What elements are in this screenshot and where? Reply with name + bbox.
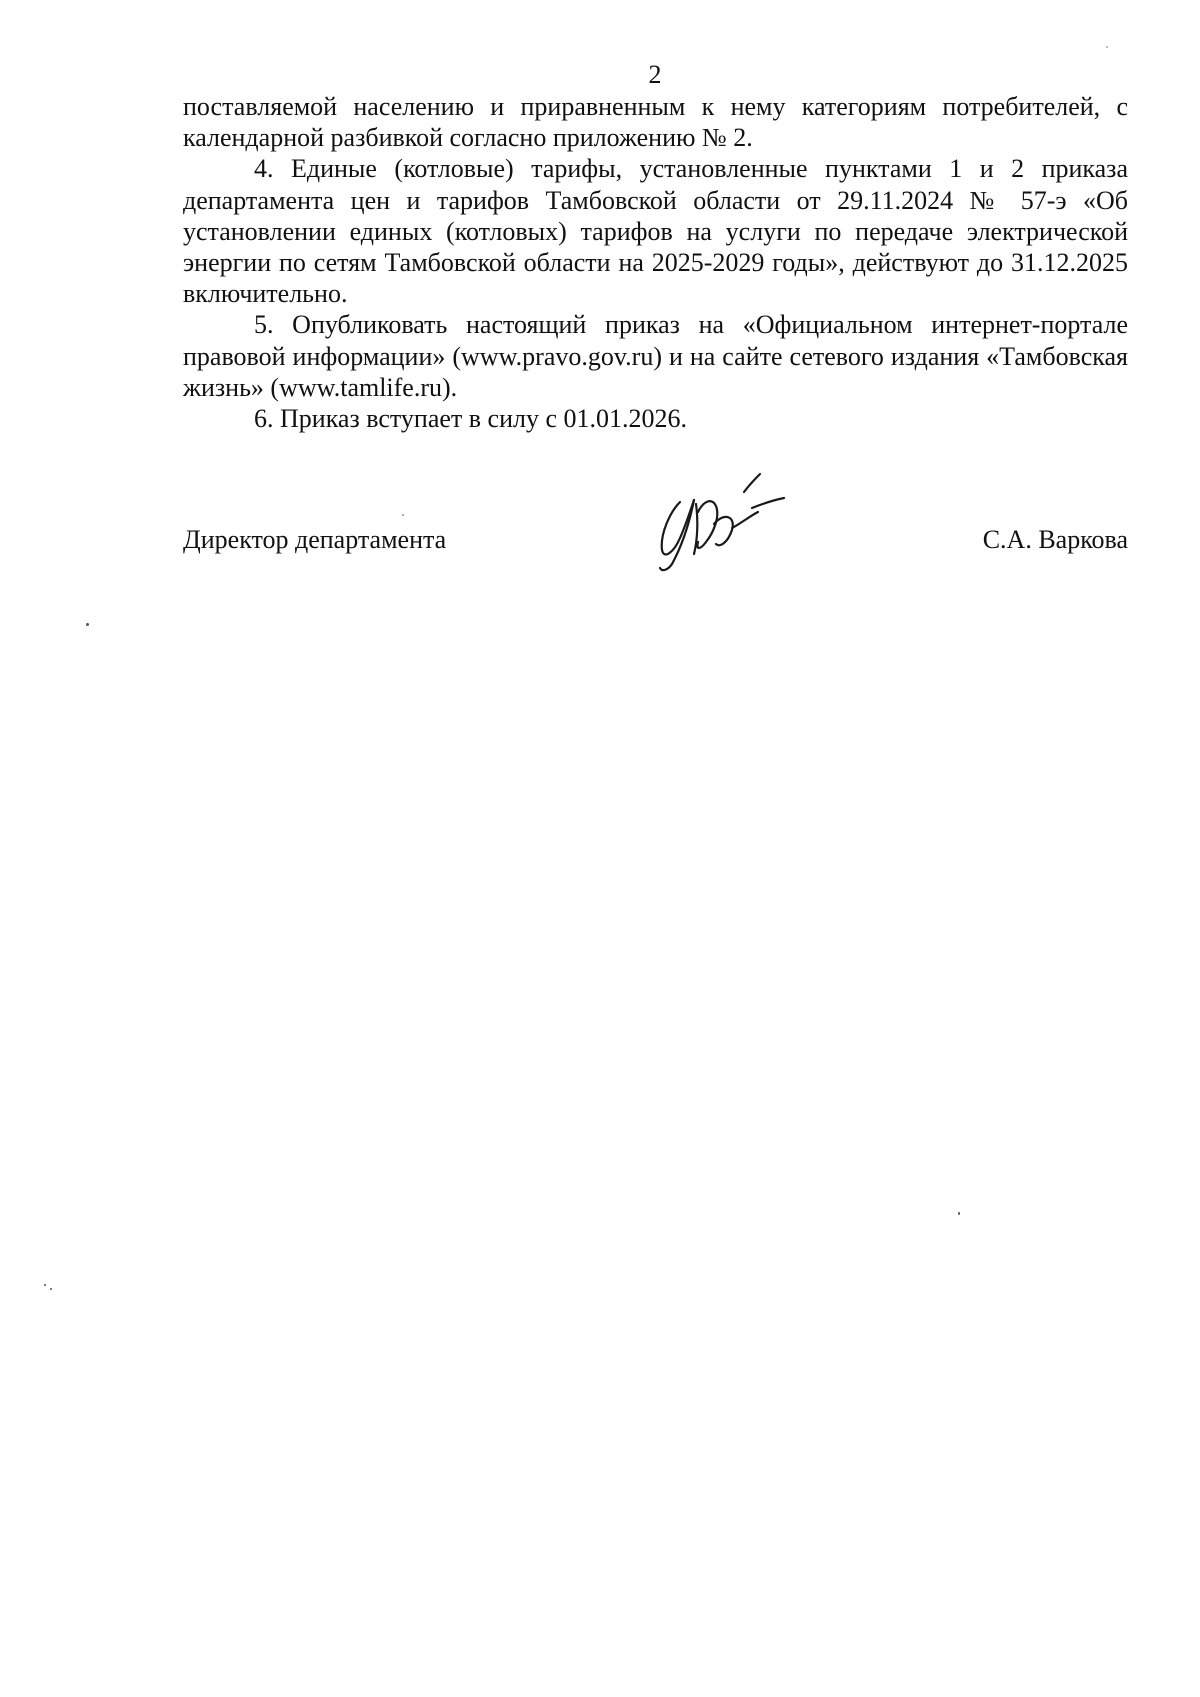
paragraph-item-5: 5. Опубликовать настоящий приказ на «Официальном интернет-портале правовой информации» (www.pravo.gov.ru) и на сайте сетевого издания «Тамбовская жизнь» (www.tamlife.ru). — [183, 310, 1128, 402]
signatory-title: Директор департамента — [183, 525, 447, 554]
scan-speck — [44, 1284, 46, 1286]
scan-speck — [402, 514, 404, 516]
scan-speck — [1106, 46, 1108, 48]
paragraph-item-4: 4. Единые (котловые) тарифы, установленные пунктами 1 и 2 приказа департамента цен и тарифов Тамбовской области от 29.11.2024 № 57-э «Об установлении единых (котловых) тарифов на услуги по передаче электрической энергии по сетям Тамбовской области на 2025-2029 годы», действуют до 31.12.2025 включительно. — [183, 154, 1128, 309]
scan-speck — [86, 623, 89, 626]
paragraph-item-6: 6. Приказ вступает в силу с 01.01.2026. — [254, 404, 688, 434]
signatory-name: С.А. Варкова — [982, 525, 1128, 554]
scan-speck — [958, 1212, 960, 1215]
signature-block — [183, 525, 1128, 565]
scan-speck — [50, 1288, 52, 1290]
page-number: 2 — [648, 60, 662, 89]
paragraph-continuation: поставляемой населению и приравненным к нему категориям потребителей, с календарной разбивкой согласно приложению № 2. — [183, 92, 1128, 153]
order-text — [183, 91, 1128, 434]
